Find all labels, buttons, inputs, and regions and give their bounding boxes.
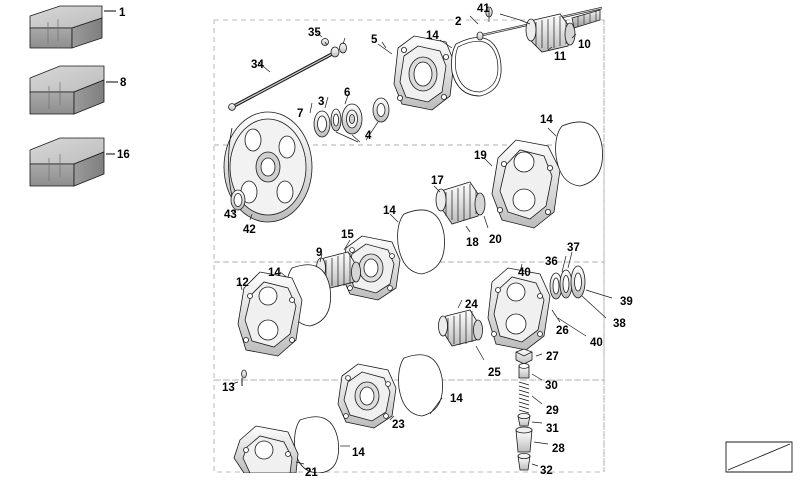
- callout-number: 5: [371, 34, 378, 46]
- callout-number: 40: [518, 267, 531, 279]
- callout-number: 14: [450, 393, 463, 405]
- callout-number: 3: [318, 96, 325, 108]
- callout-number: 34: [251, 59, 264, 71]
- callout-number: 20: [489, 234, 502, 246]
- callout-number: 2: [455, 16, 462, 28]
- callout-number: 11: [554, 51, 567, 63]
- callout-number: 6: [344, 87, 351, 99]
- callout-number: 14: [383, 205, 396, 217]
- callout-number: 35: [308, 27, 321, 39]
- callout-number: 18: [466, 237, 479, 249]
- callout-number: 7: [297, 108, 304, 120]
- callout-number: 14: [540, 114, 553, 126]
- callout-number: 14: [426, 30, 439, 42]
- callout-number: 29: [546, 405, 559, 417]
- callout-number: 13: [222, 382, 235, 394]
- callout-number: 23: [392, 419, 405, 431]
- callout-number: 8: [120, 77, 127, 89]
- callout-number: 37: [567, 242, 580, 254]
- callout-number: 25: [488, 367, 501, 379]
- callout-number: 31: [546, 423, 559, 435]
- callout-number: 43: [224, 209, 237, 221]
- callout-number: 24: [465, 299, 478, 311]
- callout-number: 9: [316, 247, 323, 259]
- callout-number: 1: [119, 7, 126, 19]
- callout-number: 14: [268, 267, 281, 279]
- callout-number: 28: [552, 443, 565, 455]
- callout-number: 32: [540, 465, 553, 477]
- callout-number: 14: [352, 447, 365, 459]
- callout-number: 16: [117, 149, 130, 161]
- callout-number: 21: [305, 467, 318, 479]
- callout-number: 4: [365, 130, 372, 142]
- callout-number: 19: [474, 150, 487, 162]
- callout-number: 42: [243, 224, 256, 236]
- callout-number: 15: [341, 229, 354, 241]
- callout-number: 30: [545, 380, 558, 392]
- callout-number: 10: [578, 39, 591, 51]
- callout-number: 12: [236, 277, 249, 289]
- callout-number: 41: [477, 3, 490, 15]
- callout-number: 36: [545, 256, 558, 268]
- callout-number: 40: [590, 337, 603, 349]
- callout-number: 27: [546, 351, 559, 363]
- callout-number: 26: [556, 325, 569, 337]
- callout-number: 17: [431, 175, 444, 187]
- callout-number: 38: [613, 318, 626, 330]
- callout-number: 39: [620, 296, 633, 308]
